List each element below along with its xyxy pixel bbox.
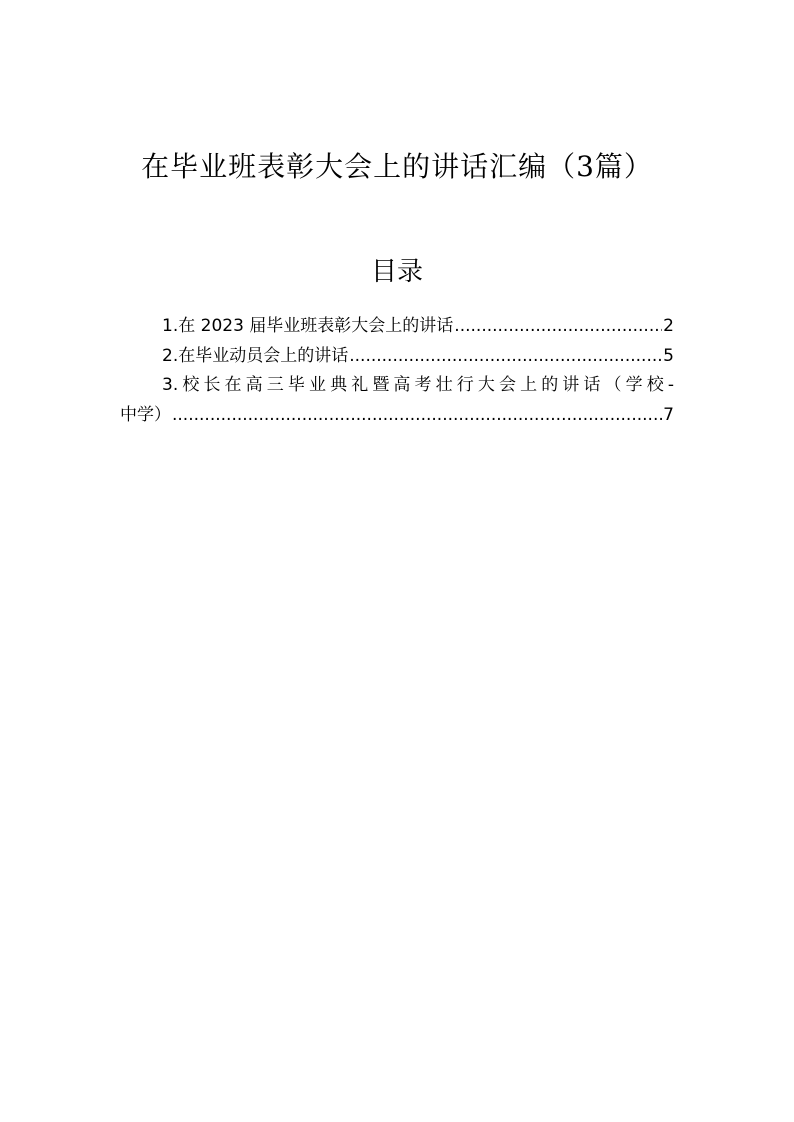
toc-entry-page-number: 5 [663,345,674,366]
toc-dot-leader [349,342,662,372]
toc-dot-leader [454,312,662,342]
toc-entry-page-number: 7 [663,404,674,425]
toc-entry-page-number: 2 [663,316,674,336]
toc-entry-label-line2: 中学） [120,404,171,425]
document-title: 在毕业班表彰大会上的讲话汇编（3篇） [141,150,653,183]
toc-entry-2[interactable] [120,342,674,372]
toc-entry-label: 1.在 2023 届毕业班表彰大会上的讲话 [162,316,454,336]
table-of-contents [120,312,674,430]
toc-heading: 目录 [370,257,423,287]
toc-entry-3[interactable] [120,371,674,430]
toc-entry-continuation [120,401,674,431]
toc-entry-label-line1: 3.校长在高三毕业典礼暨高考壮行大会上的讲话（学校- [162,375,674,395]
toc-entry-label: 2.在毕业动员会上的讲话 [162,345,349,366]
toc-entry-1[interactable] [120,312,674,342]
toc-dot-leader [172,401,662,431]
